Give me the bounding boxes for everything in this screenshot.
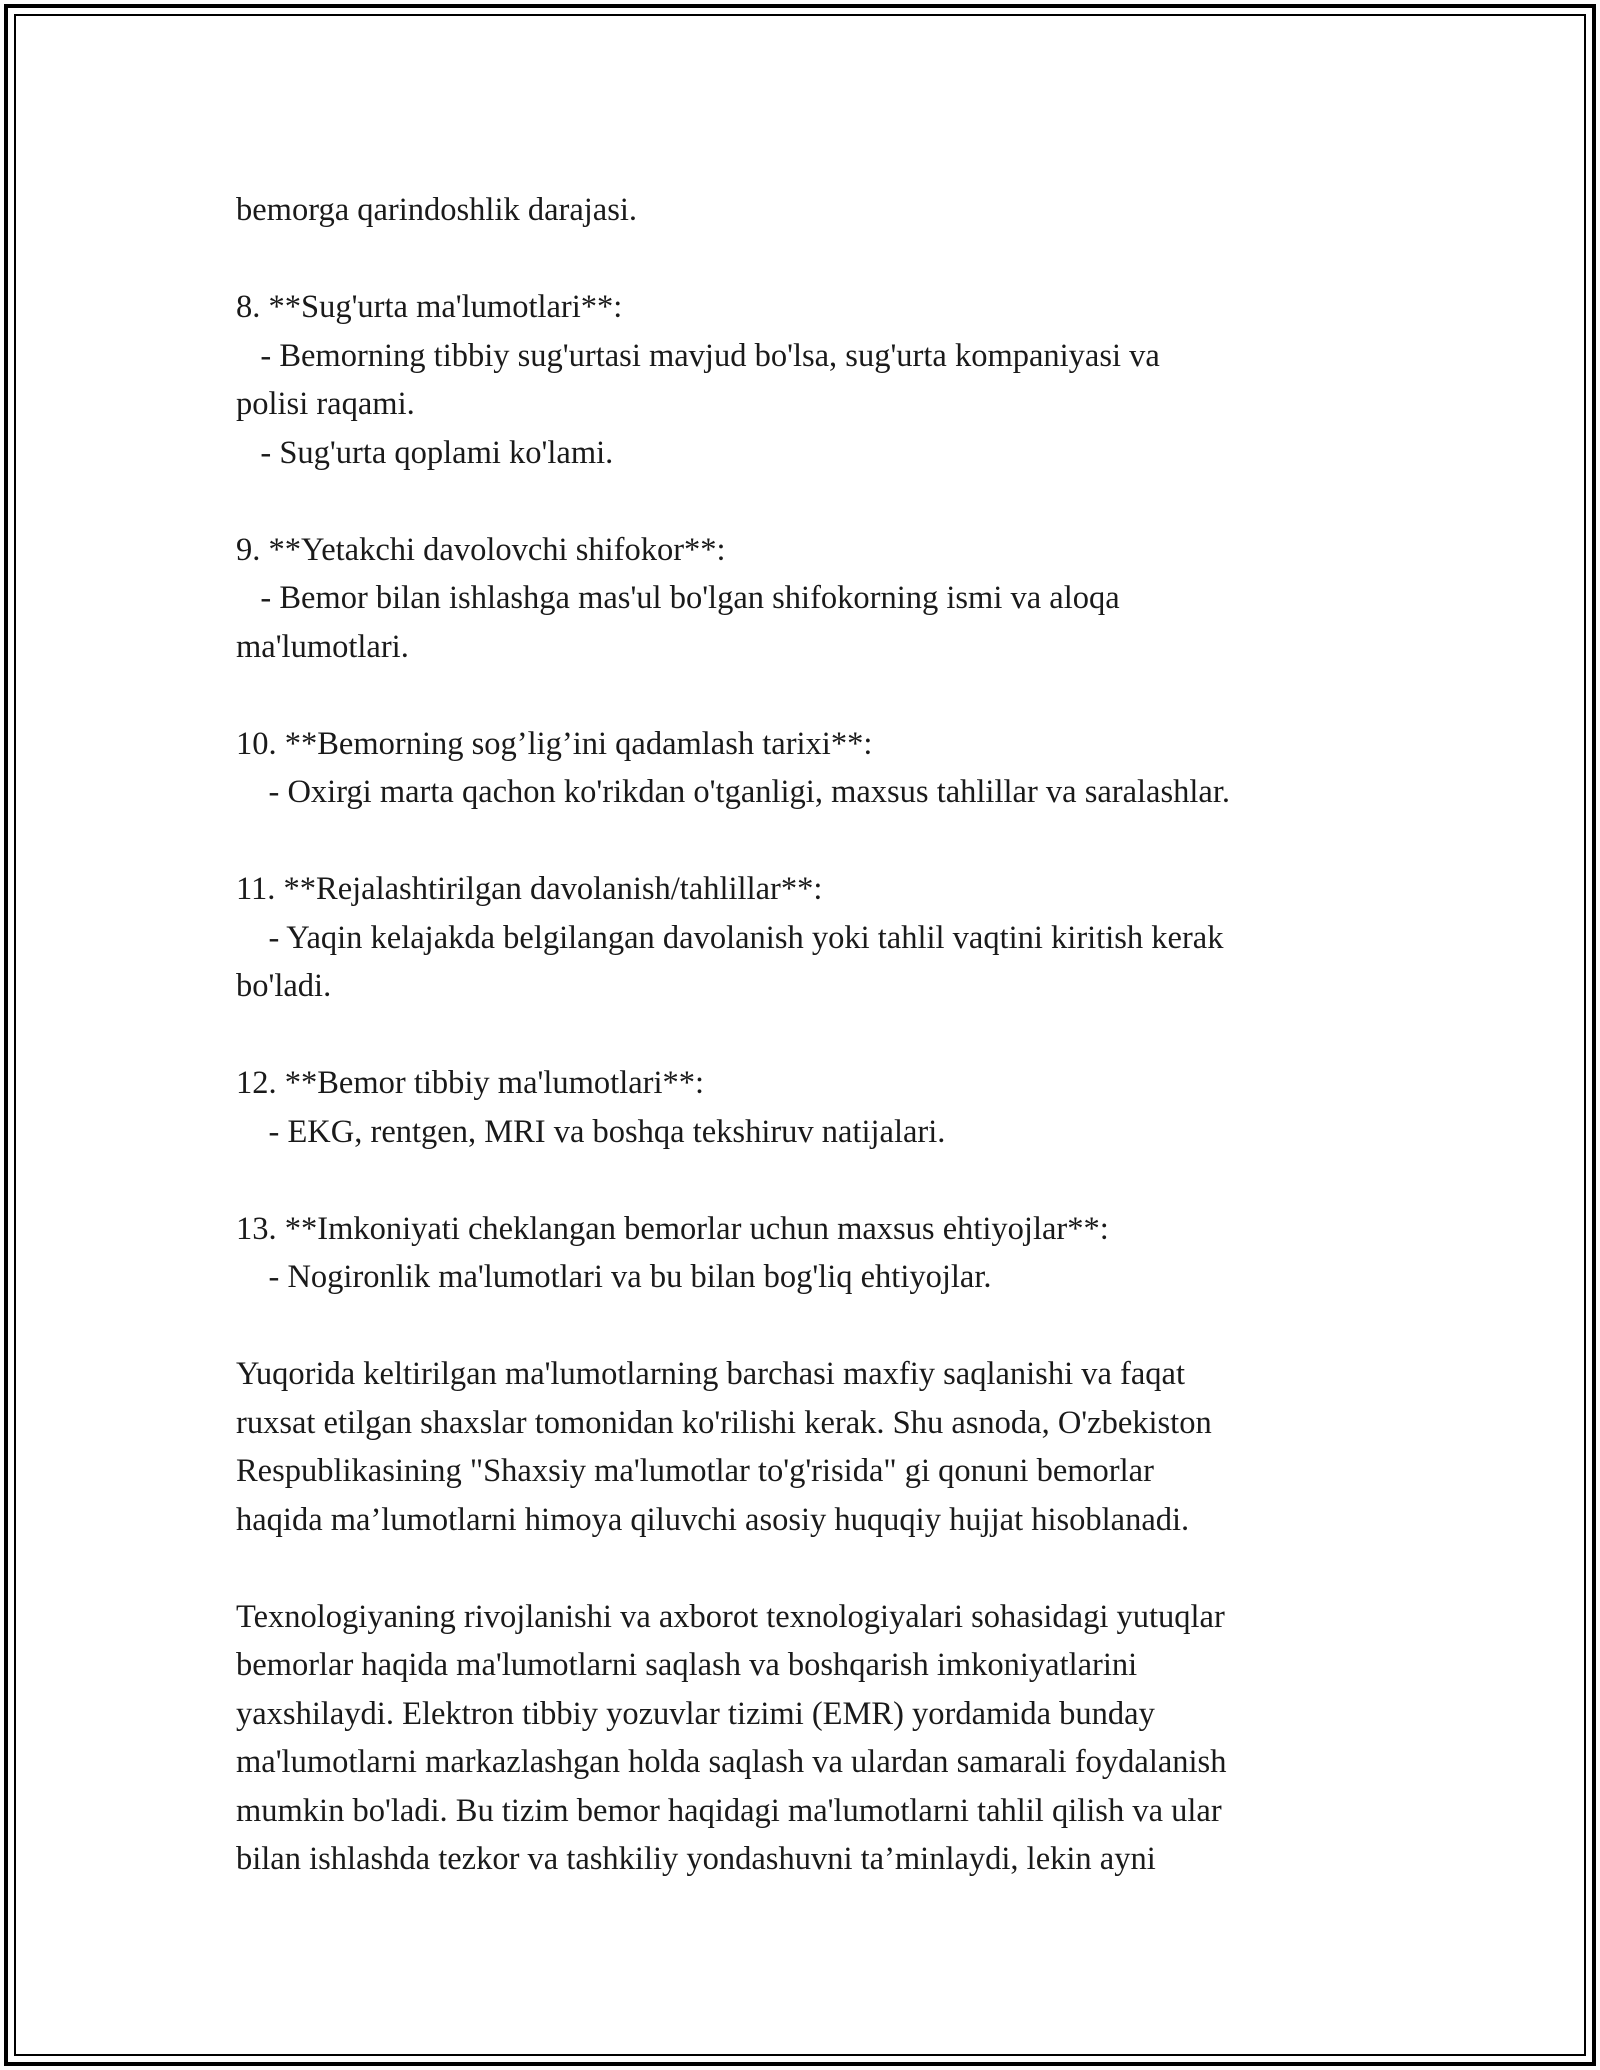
section-8-item-cont: polisi raqami.	[236, 386, 415, 422]
section-8-item: - Sug'urta qoplami ko'lami.	[236, 434, 614, 471]
section-12-item: - EKG, rentgen, MRI va boshqa tekshiruv natijalari.	[236, 1113, 946, 1150]
paragraph-1-line: ruxsat etilgan shaxslar tomonidan ko'rilishi kerak. Shu asnoda, O'zbekiston	[236, 1404, 1212, 1441]
blank-line	[236, 817, 1386, 866]
paragraph-2-line: mumkin bo'ladi. Bu tizim bemor haqidagi ma'lumotlarni tahlil qilish va ular	[236, 1792, 1222, 1829]
section-10-title: 10. **Bemorning sog’lig’ini qadamlash tarixi**:	[236, 725, 873, 762]
document-body	[236, 186, 1386, 1884]
paragraph-1-line: Yuqorida keltirilgan ma'lumotlarning barchasi maxfiy saqlanishi va faqat	[236, 1356, 1185, 1392]
blank-line	[236, 235, 1386, 284]
section-11-title: 11. **Rejalashtirilgan davolanish/tahlillar**:	[236, 871, 823, 907]
section-8-title: 8. **Sug'urta ma'lumotlari**:	[236, 289, 623, 325]
blank-line	[236, 671, 1386, 720]
paragraph-1-line: Respublikasining "Shaxsiy ma'lumotlar to'g'risida" gi qonuni bemorlar	[236, 1453, 1154, 1489]
section-11-item: - Yaqin kelajakda belgilangan davolanish yoki tahlil vaqtini kiritish kerak	[236, 919, 1224, 956]
paragraph-2-line: yaxshilaydi. Elektron tibbiy yozuvlar tizimi (EMR) yordamida bunday	[236, 1695, 1155, 1732]
paragraph-1-line: haqida ma’lumotlarni himoya qiluvchi asosiy huquqiy hujjat hisoblanadi.	[236, 1501, 1190, 1538]
blank-line	[236, 1011, 1386, 1060]
section-9-item: - Bemor bilan ishlashga mas'ul bo'lgan shifokorning ismi va aloqa	[236, 580, 1120, 616]
blank-line	[236, 1544, 1386, 1593]
section-8-item: - Bemorning tibbiy sug'urtasi mavjud bo'lsa, sug'urta kompaniyasi va	[236, 337, 1160, 374]
section-10-item: - Oxirgi marta qachon ko'rikdan o'tganligi, maxsus tahlillar va saralashlar.	[236, 774, 1230, 810]
section-11-item-cont: bo'ladi.	[236, 968, 332, 1004]
blank-line	[236, 477, 1386, 526]
section-12-title: 12. **Bemor tibbiy ma'lumotlari**:	[236, 1065, 705, 1101]
paragraph-2-line: Texnologiyaning rivojlanishi va axborot texnologiyalari sohasidagi yutuqlar	[236, 1598, 1225, 1635]
section-13-item: - Nogironlik ma'lumotlari va bu bilan bog'liq ehtiyojlar.	[236, 1259, 992, 1295]
paragraph-2-line: bilan ishlashda tezkor va tashkiliy yondashuvni ta’minlaydi, lekin ayni	[236, 1841, 1156, 1877]
blank-line	[236, 1302, 1386, 1351]
text-line: bemorga qarindoshlik darajasi.	[236, 192, 638, 228]
section-9-item-cont: ma'lumotlari.	[236, 628, 409, 665]
paragraph-2-line: bemorlar haqida ma'lumotlarni saqlash va boshqarish imkoniyatlarini	[236, 1647, 1138, 1683]
section-9-title: 9. **Yetakchi davolovchi shifokor**:	[236, 531, 726, 568]
paragraph-2-line: ma'lumotlarni markazlashgan holda saqlash va ulardan samarali foydalanish	[236, 1744, 1227, 1780]
blank-line	[236, 1156, 1386, 1205]
section-13-title: 13. **Imkoniyati cheklangan bemorlar uchun maxsus ehtiyojlar**:	[236, 1210, 1109, 1247]
